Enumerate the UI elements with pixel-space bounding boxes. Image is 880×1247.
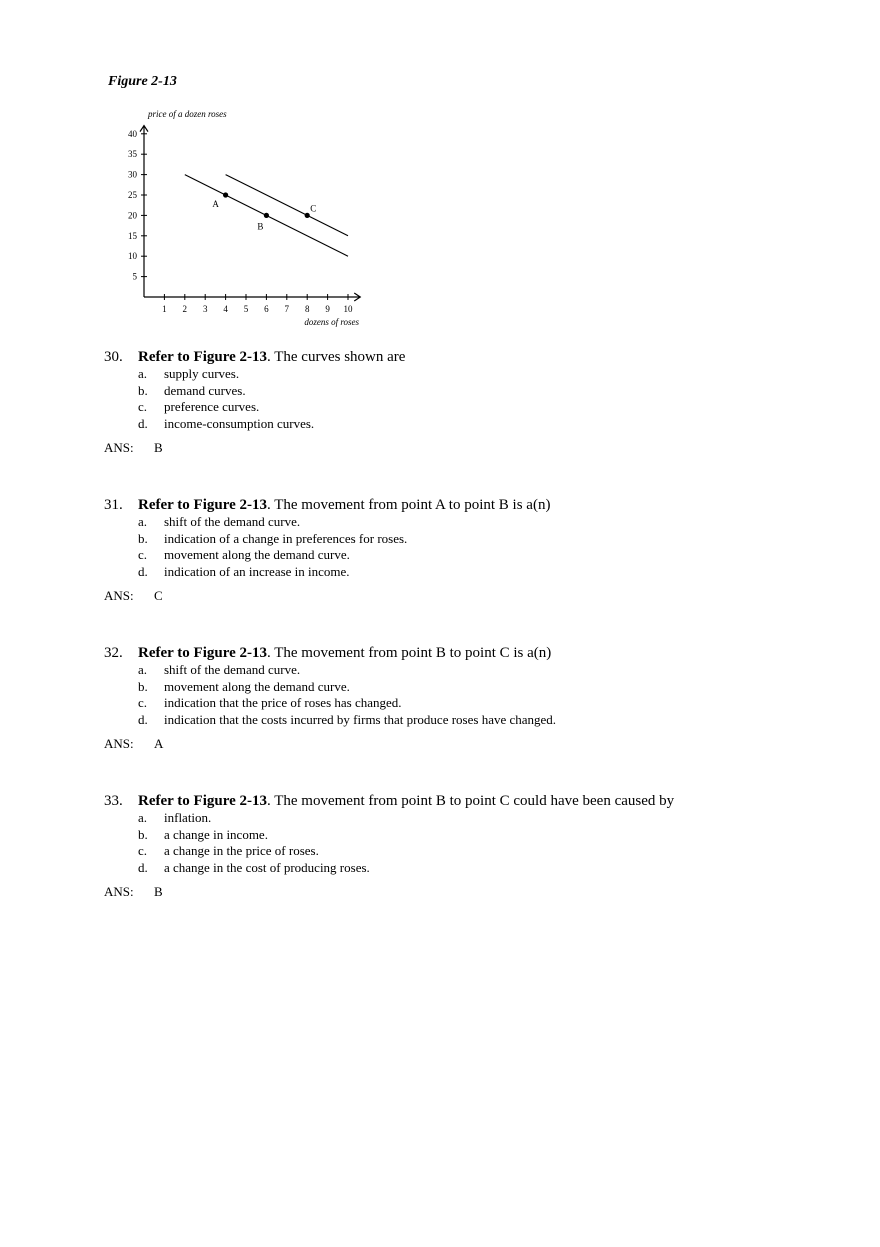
option-letter: d. xyxy=(138,563,148,579)
option-letter: b. xyxy=(138,678,148,694)
question-text: . The movement from point B to point C is a(n) xyxy=(267,645,552,661)
figure-reference: Refer to Figure 2-13 xyxy=(138,497,267,513)
x-tick-label: 1 xyxy=(162,304,167,314)
x-tick-label: 2 xyxy=(182,304,188,314)
x-tick-label: 7 xyxy=(284,304,290,314)
option-text: shift of the demand curve. xyxy=(164,514,301,529)
option-text: indication of a change in preferences for roses. xyxy=(164,530,408,546)
answer-key xyxy=(104,884,804,900)
answer-label: ANS: xyxy=(104,440,134,456)
figure-reference: Refer to Figure 2-13 xyxy=(138,793,267,809)
question-text: . The curves shown are xyxy=(267,349,406,365)
figure-reference: Refer to Figure 2-13 xyxy=(138,349,267,365)
y-tick-label: 5 xyxy=(132,271,137,282)
answer-value: C xyxy=(154,588,163,604)
point-a xyxy=(223,192,228,197)
option-text: demand curves. xyxy=(164,382,246,398)
answer-key xyxy=(104,736,804,752)
y-tick-label: 25 xyxy=(128,190,137,200)
chart-axes xyxy=(140,126,360,301)
x-tick-label: 6 xyxy=(264,304,269,314)
answer-key xyxy=(104,440,804,456)
question-block xyxy=(104,496,804,604)
question-stem xyxy=(104,348,804,366)
answer-option xyxy=(104,531,804,548)
answer-option xyxy=(104,383,804,400)
option-text: movement along the demand curve. xyxy=(164,547,350,563)
question-number: 33. xyxy=(104,793,123,809)
answer-option xyxy=(104,564,804,581)
answer-value: B xyxy=(154,440,163,456)
answer-option xyxy=(104,810,804,827)
question-block xyxy=(104,644,804,752)
answer-label: ANS: xyxy=(104,884,134,900)
point-b xyxy=(264,213,269,218)
question-stem xyxy=(104,792,804,810)
option-letter: d. xyxy=(138,711,148,727)
option-text: movement along the demand curve. xyxy=(164,678,350,694)
option-letter: b. xyxy=(138,382,148,398)
option-text: indication that the costs incurred by firms that produce roses have changed. xyxy=(164,711,557,727)
question-number: 32. xyxy=(104,645,123,661)
x-tick-label: 3 xyxy=(202,304,208,314)
answer-option xyxy=(104,399,804,416)
answer-option xyxy=(104,416,804,433)
answer-option xyxy=(104,712,804,729)
option-letter: d. xyxy=(138,859,148,875)
option-letter: a. xyxy=(138,662,148,677)
question-block xyxy=(104,348,804,456)
option-letter: d. xyxy=(138,415,148,431)
answer-label: ANS: xyxy=(104,736,134,752)
x-tick-label: 5 xyxy=(243,304,249,314)
x-tick-label: 4 xyxy=(223,304,228,314)
option-letter: a. xyxy=(138,366,148,381)
option-letter: c. xyxy=(138,695,148,711)
x-tick-label: 10 xyxy=(343,304,353,314)
answer-option xyxy=(104,827,804,844)
y-axis-label: price of a dozen roses xyxy=(148,109,227,119)
point-label-a: A xyxy=(212,199,219,209)
y-tick-label: 35 xyxy=(128,149,137,160)
option-letter: c. xyxy=(138,547,148,563)
demand-curve-2 xyxy=(226,175,348,236)
point-label-b: B xyxy=(257,221,264,232)
option-text: income-consumption curves. xyxy=(164,415,315,431)
answer-option xyxy=(104,366,804,383)
option-letter: a. xyxy=(138,810,148,825)
x-axis-label: dozens of roses xyxy=(304,317,359,327)
y-tick-label: 30 xyxy=(128,169,137,180)
y-tick-label: 20 xyxy=(128,210,137,221)
option-letter: a. xyxy=(138,514,148,529)
answer-option xyxy=(104,547,804,564)
answer-option xyxy=(104,514,804,531)
figure-reference: Refer to Figure 2-13 xyxy=(138,645,267,661)
option-text: a change in the price of roses. xyxy=(164,843,319,859)
option-text: shift of the demand curve. xyxy=(164,662,301,677)
answer-option xyxy=(104,843,804,860)
option-text: preference curves. xyxy=(164,399,260,415)
answer-value: A xyxy=(154,736,164,752)
point-c xyxy=(305,213,310,218)
answer-key xyxy=(104,588,804,604)
question-number: 31. xyxy=(104,497,123,513)
question-number: 30. xyxy=(104,349,123,365)
answer-option xyxy=(104,695,804,712)
option-text: indication of an increase in income. xyxy=(164,563,350,579)
option-letter: c. xyxy=(138,399,148,415)
x-tick-label: 9 xyxy=(325,304,330,314)
answer-option xyxy=(104,662,804,679)
option-letter: b. xyxy=(138,530,148,546)
option-text: indication that the price of roses has changed. xyxy=(164,695,402,711)
answer-option xyxy=(104,860,804,877)
y-tick-label: 15 xyxy=(128,230,137,241)
option-text: a change in income. xyxy=(164,826,268,842)
answer-label: ANS: xyxy=(104,588,134,604)
y-tick-label: 10 xyxy=(128,251,137,262)
option-letter: b. xyxy=(138,826,148,842)
option-text: a change in the cost of producing roses. xyxy=(164,859,370,875)
question-stem xyxy=(104,496,804,514)
figure-title: Figure 2-13 xyxy=(108,74,177,89)
answer-option xyxy=(104,679,804,696)
option-text: supply curves. xyxy=(164,366,240,381)
question-text: . The movement from point B to point C could have been caused by xyxy=(267,793,675,809)
question-stem xyxy=(104,644,804,662)
question-text: . The movement from point A to point B is a(n) xyxy=(267,497,551,513)
question-block xyxy=(104,792,804,900)
demand-chart xyxy=(0,0,880,340)
option-text: inflation. xyxy=(164,810,212,825)
y-tick-label: 40 xyxy=(128,128,137,139)
x-tick-label: 8 xyxy=(304,304,310,314)
point-label-c: C xyxy=(310,203,317,214)
answer-value: B xyxy=(154,884,163,900)
option-letter: c. xyxy=(138,843,148,859)
